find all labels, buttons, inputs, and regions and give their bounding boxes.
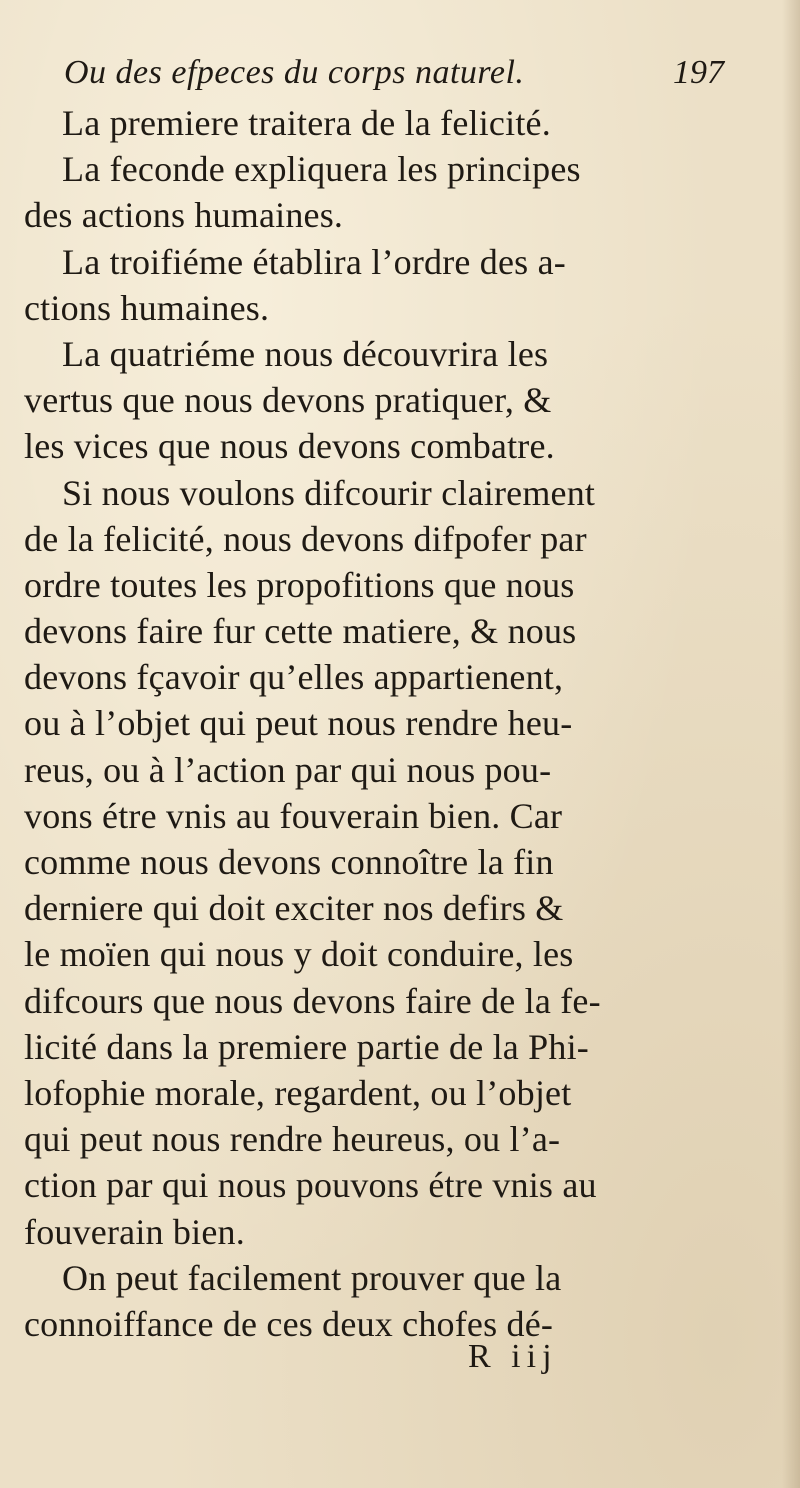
text-line: licité dans la premiere partie de la Phi- <box>24 1026 589 1067</box>
body-text <box>24 100 724 1347</box>
signature-mark: R iij <box>468 1338 558 1375</box>
text-line: qui peut nous rendre heureus, ou l’a- <box>24 1119 561 1160</box>
text-line: La quatriéme nous découvrira les <box>62 333 549 374</box>
text-line: vons étre vnis au fouverain bien. Car <box>24 795 563 836</box>
text-line: ction par qui nous pouvons étre vnis au <box>24 1165 597 1206</box>
text-line: comme nous devons connoître la fin <box>24 842 554 882</box>
text-line: La premiere traitera de la felicité. <box>62 103 551 143</box>
text-line: ou à l’objet qui peut nous rendre heu- <box>24 703 573 744</box>
text-line: de la felicité, nous devons difpofer par <box>24 518 587 559</box>
text-line: des actions humaines. <box>24 195 344 236</box>
page-header <box>64 50 724 98</box>
text-line: reus, ou à l’action par qui nous pou- <box>24 749 552 790</box>
text-line: connoiffance de ces deux chofes dé- <box>24 1303 554 1344</box>
text-line: devons faire fur cette matiere, & nous <box>24 611 577 652</box>
text-line: ordre toutes les propofitions que nous <box>24 564 575 605</box>
text-line: La troifiéme établira l’ordre des a- <box>62 241 566 282</box>
text-line: ctions humaines. <box>24 287 270 328</box>
text-line: les vices que nous devons combatre. <box>24 426 555 467</box>
text-line: lofophie morale, regardent, ou l’objet <box>24 1072 572 1113</box>
page-edge-shadow <box>782 0 800 1488</box>
text-line: La feconde expliquera les principes <box>62 149 581 190</box>
text-line: On peut facilement prouver que la <box>62 1257 562 1298</box>
page-number: 197 <box>673 54 724 91</box>
text-line: vertus que nous devons pratiquer, & <box>24 380 552 421</box>
text-line: fouverain bien. <box>24 1211 245 1252</box>
text-line: difcours que nous devons faire de la fe- <box>24 980 601 1021</box>
text-line: derniere qui doit exciter nos defirs & <box>24 888 564 929</box>
text-line: Si nous voulons difcourir clairement <box>62 472 596 513</box>
text-line: devons fçavoir qu’elles appartienent, <box>24 657 564 698</box>
running-head: Ou des efpeces du corps naturel. <box>64 54 525 91</box>
text-line: le moïen qui nous y doit conduire, les <box>24 934 574 975</box>
